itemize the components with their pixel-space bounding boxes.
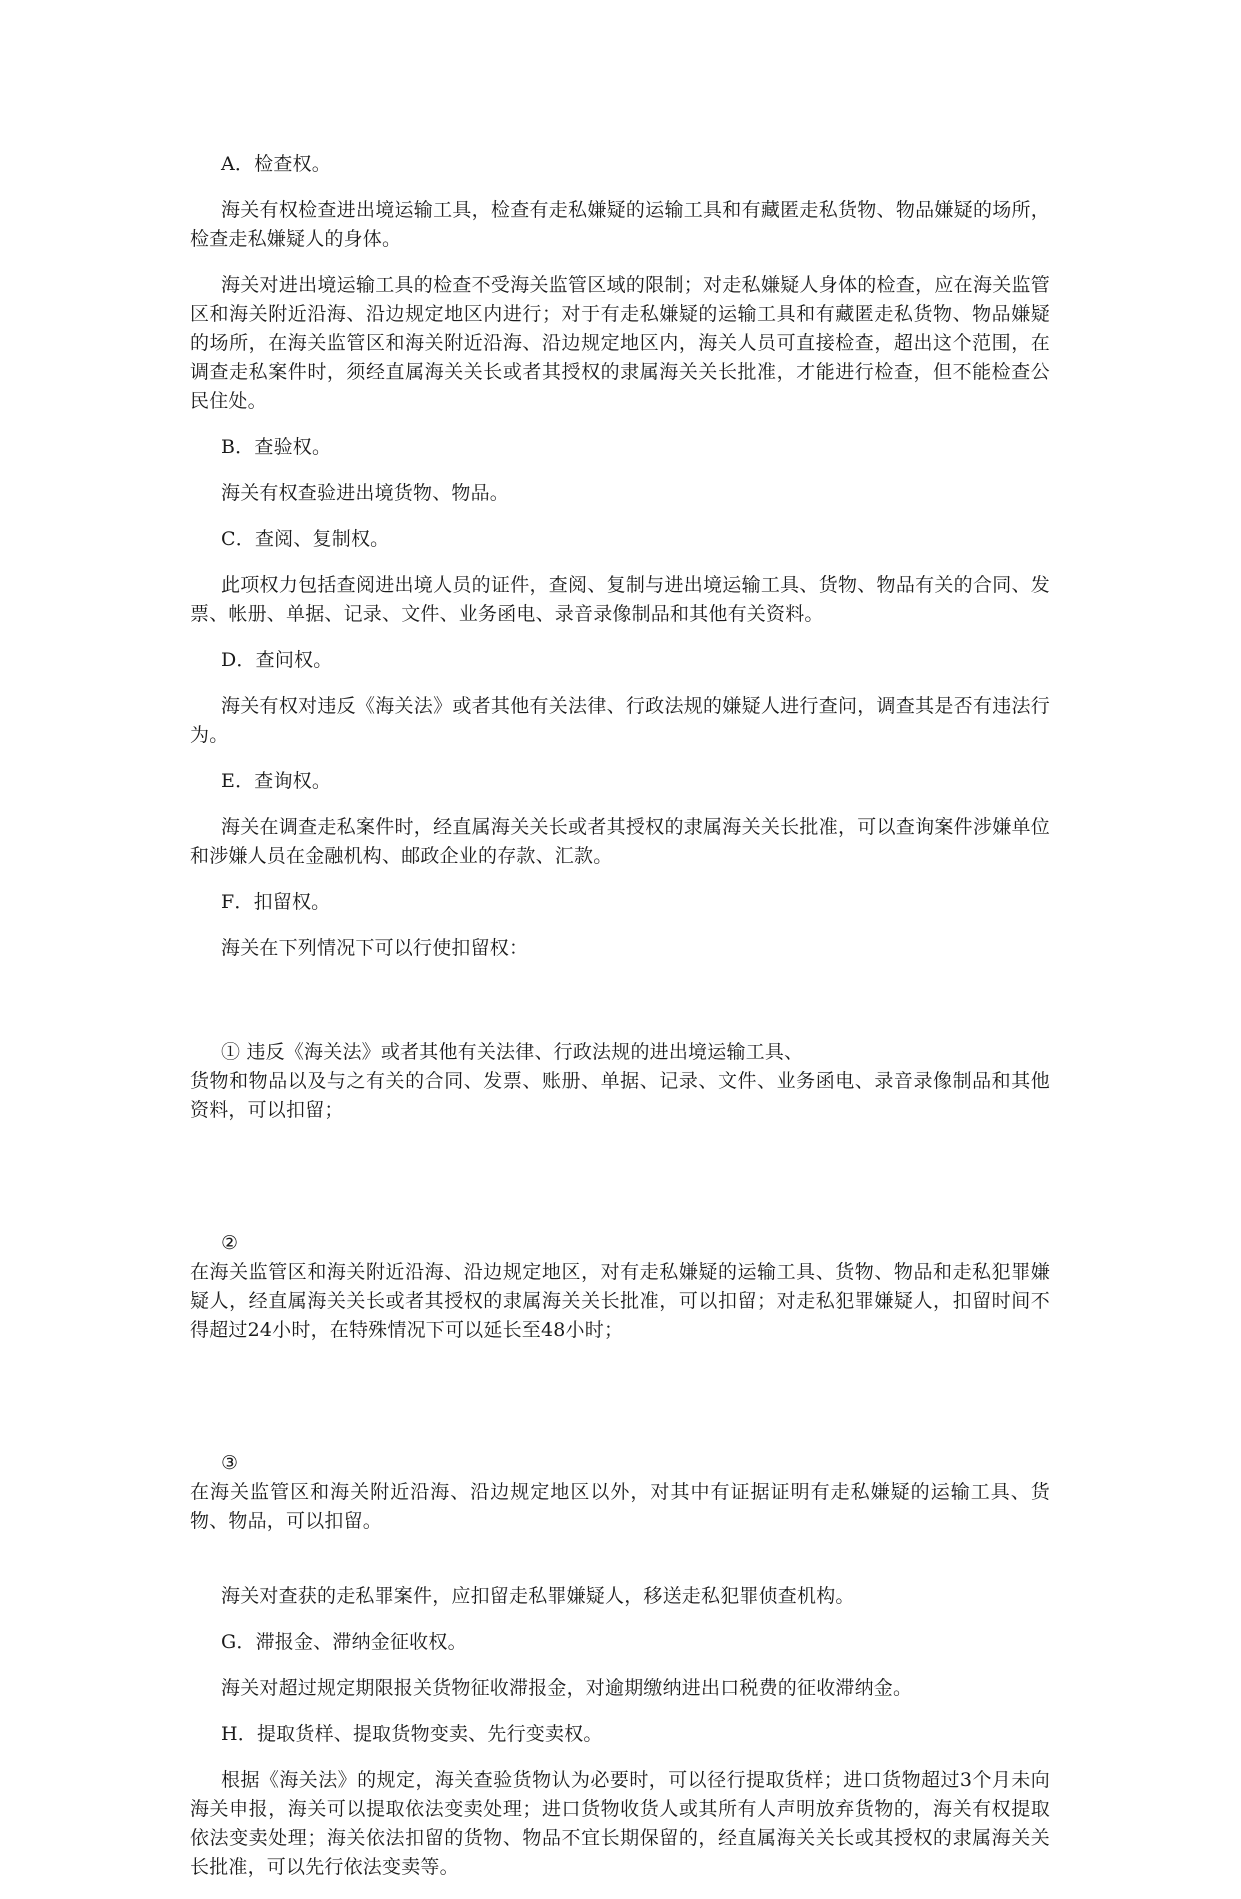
paragraph: 此项权力包括查阅进出境人员的证件，查阅、复制与进出境运输工具、货物、物品有关的合同、发票、帐册、单据、记录、文件、业务函电、录音录像制品和其他有关资料。 bbox=[190, 574, 1050, 625]
section-heading-f: F．扣留权。 bbox=[221, 891, 331, 913]
paragraph: 根据《海关法》的规定，海关查验货物认为必要时，可以径行提取货样；进口货物超过3个月未向海关申报，海关可以提取依法变卖处理；进口货物收货人或其所有人声明放弃货物的，海关有权提取依法变卖处理；海关依法扣留的货物、物品不宜长期保留的，经直属海关关长或其授权的隶属海关关长批准，可以先行依法变卖等。 bbox=[190, 1769, 1050, 1878]
paragraph: 海关对查获的走私罪案件，应扣留走私罪嫌疑人，移送走私犯罪侦查机构。 bbox=[221, 1585, 855, 1607]
paragraph: 海关对超过规定期限报关货物征收滞报金，对逾期缴纳进出口税费的征收滞纳金。 bbox=[221, 1677, 913, 1699]
paragraph: 海关有权检查进出境运输工具，检查有走私嫌疑的运输工具和有藏匿走私货物、物品嫌疑的场所，检查走私嫌疑人的身体。 bbox=[190, 199, 1050, 250]
list-item bbox=[190, 1391, 1050, 1565]
section-heading-a: A．检查权。 bbox=[221, 153, 331, 175]
list-item bbox=[190, 1171, 1050, 1374]
list-item-text: 在海关监管区和海关附近沿海、沿边规定地区，对有走私嫌疑的运输工具、货物、物品和走私犯罪嫌疑人，经直属海关关长或者其授权的隶属海关关长批准，可以扣留；对走私犯罪嫌疑人，扣留时间不得超过24小时，在特殊情况下可以延长至48小时； bbox=[190, 1261, 1050, 1341]
paragraph: 海关对进出境运输工具的检查不受海关监管区域的限制；对走私嫌疑人身体的检查，应在海关监管区和海关附近沿海、沿边规定地区内进行；对于有走私嫌疑的运输工具和有藏匿走私货物、物品嫌疑的场所，在海关监管区和海关附近沿海、沿边规定地区内，海关人员可直接检查，超出这个范围，在调查走私案件时，须经直属海关关长或者其授权的隶属海关关长批准，才能进行检查，但不能检查公民住处。 bbox=[190, 274, 1050, 412]
list-item-marker: ③ bbox=[221, 1452, 239, 1474]
list-item-text: 货物和物品以及与之有关的合同、发票、账册、单据、记录、文件、业务函电、录音录像制品和其他资料，可以扣留； bbox=[190, 1070, 1050, 1121]
section-heading-h: H．提取货样、提取货物变卖、先行变卖权。 bbox=[221, 1723, 603, 1745]
section-heading-b: B．查验权。 bbox=[221, 436, 332, 458]
section-heading-g: G．滞报金、滞纳金征收权。 bbox=[221, 1631, 467, 1653]
list-item-marker: ① 违反《海关法》或者其他有关法律、行政法规的进出境运输工具、 bbox=[221, 1041, 804, 1063]
paragraph: 海关有权对违反《海关法》或者其他有关法律、行政法规的嫌疑人进行查问，调查其是否有违法行为。 bbox=[190, 695, 1050, 746]
paragraph: 海关有权查验进出境货物、物品。 bbox=[221, 482, 510, 504]
document-page bbox=[190, 150, 1050, 1899]
list-item bbox=[190, 980, 1050, 1154]
list-item-marker: ② bbox=[221, 1232, 239, 1254]
paragraph: 海关在下列情况下可以行使扣留权： bbox=[221, 937, 529, 959]
section-heading-c: C．查阅、复制权。 bbox=[221, 528, 390, 550]
list-item-text: 在海关监管区和海关附近沿海、沿边规定地区以外，对其中有证据证明有走私嫌疑的运输工具、货物、物品，可以扣留。 bbox=[190, 1481, 1050, 1532]
section-heading-d: D．查问权。 bbox=[221, 649, 333, 671]
section-heading-e: E．查询权。 bbox=[221, 770, 332, 792]
paragraph: 海关在调查走私案件时，经直属海关关长或者其授权的隶属海关关长批准，可以查询案件涉嫌单位和涉嫌人员在金融机构、邮政企业的存款、汇款。 bbox=[190, 816, 1050, 867]
